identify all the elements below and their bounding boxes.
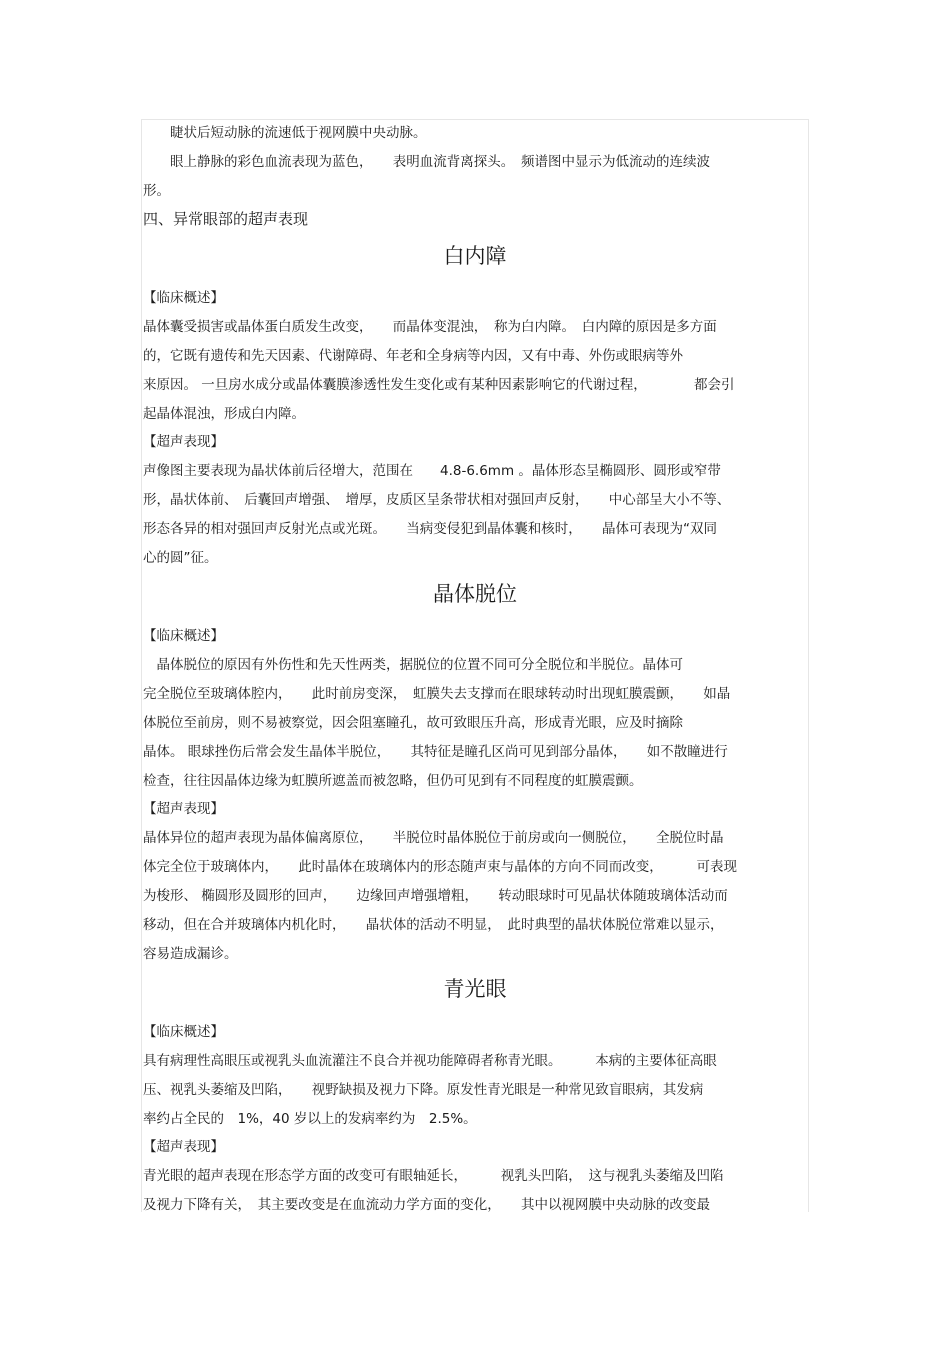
text-line: 晶体囊受损害或晶体蛋白质发生改变， 而晶体变混浊， 称为白内障。 白内障的原因是多方面 — [143, 319, 717, 335]
text-line: 率约占全民的 1%，40 岁以上的发病率约为 2.5%。 — [143, 1111, 477, 1127]
label-clinical-overview: 【临床概述】 — [143, 628, 224, 644]
text-line: 形。 — [143, 183, 170, 199]
section-heading: 四、异常眼部的超声表现 — [143, 210, 309, 228]
text-line: 睫状后短动脉的流速低于视网膜中央动脉。 — [143, 125, 427, 141]
text-line: 晶体脱位的原因有外伤性和先天性两类，据脱位的位置不同可分全脱位和半脱位。晶体可 — [143, 657, 683, 673]
label-clinical-overview: 【临床概述】 — [143, 290, 224, 306]
text-line: 晶体异位的超声表现为晶体偏离原位， 半脱位时晶体脱位于前房或向一侧脱位， 全脱位时晶 — [143, 830, 724, 846]
text-line: 晶体。 眼球挫伤后常会发生晶体半脱位， 其特征是瞳孔区尚可见到部分晶体， 如不散瞳进行 — [143, 744, 728, 760]
text-line: 容易造成漏诊。 — [143, 946, 238, 962]
label-ultrasound-findings: 【超声表现】 — [143, 1139, 224, 1155]
text-line: 体脱位至前房，则不易被察觉，因会阻塞瞳孔，故可致眼压升高，形成青光眼，应及时摘除 — [143, 715, 683, 731]
text-line: 心的圆”征。 — [143, 550, 218, 566]
label-ultrasound-findings: 【超声表现】 — [143, 434, 224, 450]
heading-glaucoma: 青光眼 — [443, 977, 507, 1001]
text-line: 声像图主要表现为晶状体前后径增大，范围在 4.8-6.6mm 。晶体形态呈椭圆形、圆形或窄带 — [143, 463, 721, 479]
label-clinical-overview: 【临床概述】 — [143, 1024, 224, 1040]
text-line: 的，它既有遗传和先天因素、代谢障碍、年老和全身病等内因，又有中毒、外伤或眼病等外 — [143, 348, 683, 364]
text-line: 及视力下降有关， 其主要改变是在血流动力学方面的变化， 其中以视网膜中央动脉的改变最 — [143, 1197, 710, 1213]
text-line: 移动，但在合并玻璃体内机化时， 晶状体的活动不明显， 此时典型的晶状体脱位常难以显示， — [143, 917, 724, 933]
text-line: 形，晶状体前、 后囊回声增强、 增厚，皮质区呈条带状相对强回声反射， 中心部呈大小不等、 — [143, 492, 731, 508]
text-line: 眼上静脉的彩色血流表现为蓝色， 表明血流背离探头。 频谱图中显示为低流动的连续波 — [143, 154, 710, 170]
text-line: 检查，往往因晶体边缘为虹膜所遮盖而被忽略，但仍可见到有不同程度的虹膜震颤。 — [143, 773, 643, 789]
text-line: 体完全位于玻璃体内， 此时晶体在玻璃体内的形态随声束与晶体的方向不同而改变， 可表现 — [143, 859, 737, 875]
heading-cataract: 白内障 — [443, 244, 507, 268]
label-ultrasound-findings: 【超声表现】 — [143, 801, 224, 817]
heading-lens-dislocation: 晶体脱位 — [433, 582, 517, 606]
text-line: 青光眼的超声表现在形态学方面的改变可有眼轴延长， 视乳头凹陷， 这与视乳头萎缩及凹陷 — [143, 1168, 724, 1184]
text-line: 来原因。 一旦房水成分或晶体囊膜渗透性发生变化或有某种因素影响它的代谢过程， 都会引 — [143, 377, 735, 393]
text-line: 压、视乳头萎缩及凹陷， 视野缺损及视力下降。原发性青光眼是一种常见致盲眼病，其发病 — [143, 1082, 704, 1098]
text-line: 具有病理性高眼压或视乳头血流灌注不良合并视功能障碍者称青光眼。 本病的主要体征高眼 — [143, 1053, 717, 1069]
text-line: 完全脱位至玻璃体腔内， 此时前房变深， 虹膜失去支撑而在眼球转动时出现虹膜震颤， 如晶 — [143, 686, 731, 702]
text-line: 形态各异的相对强回声反射光点或光斑。 当病变侵犯到晶体囊和核时， 晶体可表现为“双同 — [143, 521, 717, 537]
text-line: 为梭形、 椭圆形及圆形的回声， 边缘回声增强增粗， 转动眼球时可见晶状体随玻璃体活动而 — [143, 888, 728, 904]
text-line: 起晶体混浊，形成白内障。 — [143, 406, 305, 422]
